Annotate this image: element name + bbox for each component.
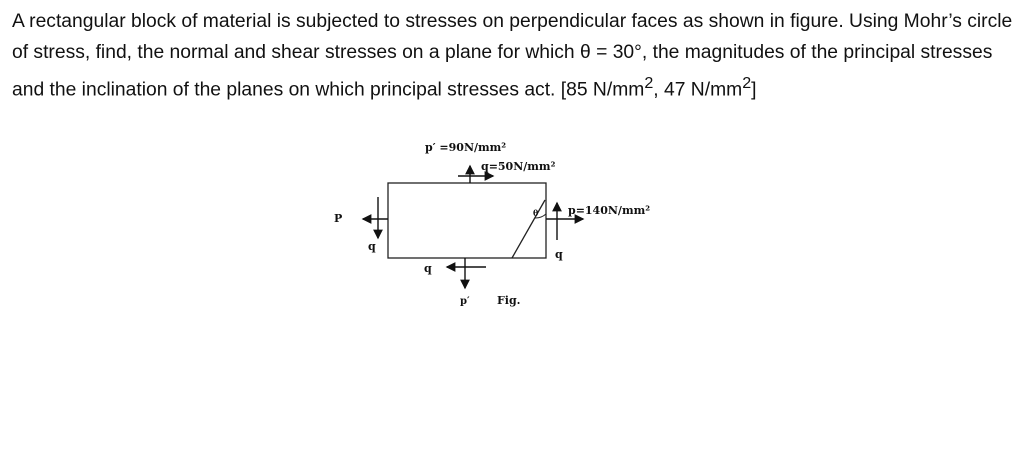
p-prime-top-label: p′ =90N/mm²: [425, 141, 507, 154]
figure-caption: Fig.: [497, 294, 521, 307]
p-prime-bottom-label: p′: [460, 296, 470, 307]
stress-block: [388, 183, 546, 258]
p-left-label: P: [334, 212, 343, 225]
q-bottom-label: q: [424, 262, 432, 275]
question-text-part-3: ]: [751, 79, 757, 101]
theta-label: θ: [533, 208, 539, 218]
p-right-label: p=140N/mm²: [568, 204, 651, 217]
superscript-2: 2: [644, 74, 654, 92]
q-left-label: q: [368, 240, 376, 253]
question-text-part-1: A rectangular block of material is subjected to stresses on perpendicular faces as shown in figure. Using Mohr’s circle of stress, find, the normal and shear stresses on a plane for which θ = 30°, the magnitudes of the principal stresses and the inclination of the planes on which principal stresses act. [85 N/mm: [12, 11, 1013, 101]
q-right-label: q: [555, 248, 563, 261]
q-top-label: q=50N/mm²: [481, 160, 556, 173]
inclined-plane-line: [512, 200, 545, 258]
superscript-2: 2: [742, 74, 752, 92]
question-text-part-2: , 47 N/mm: [653, 79, 743, 101]
